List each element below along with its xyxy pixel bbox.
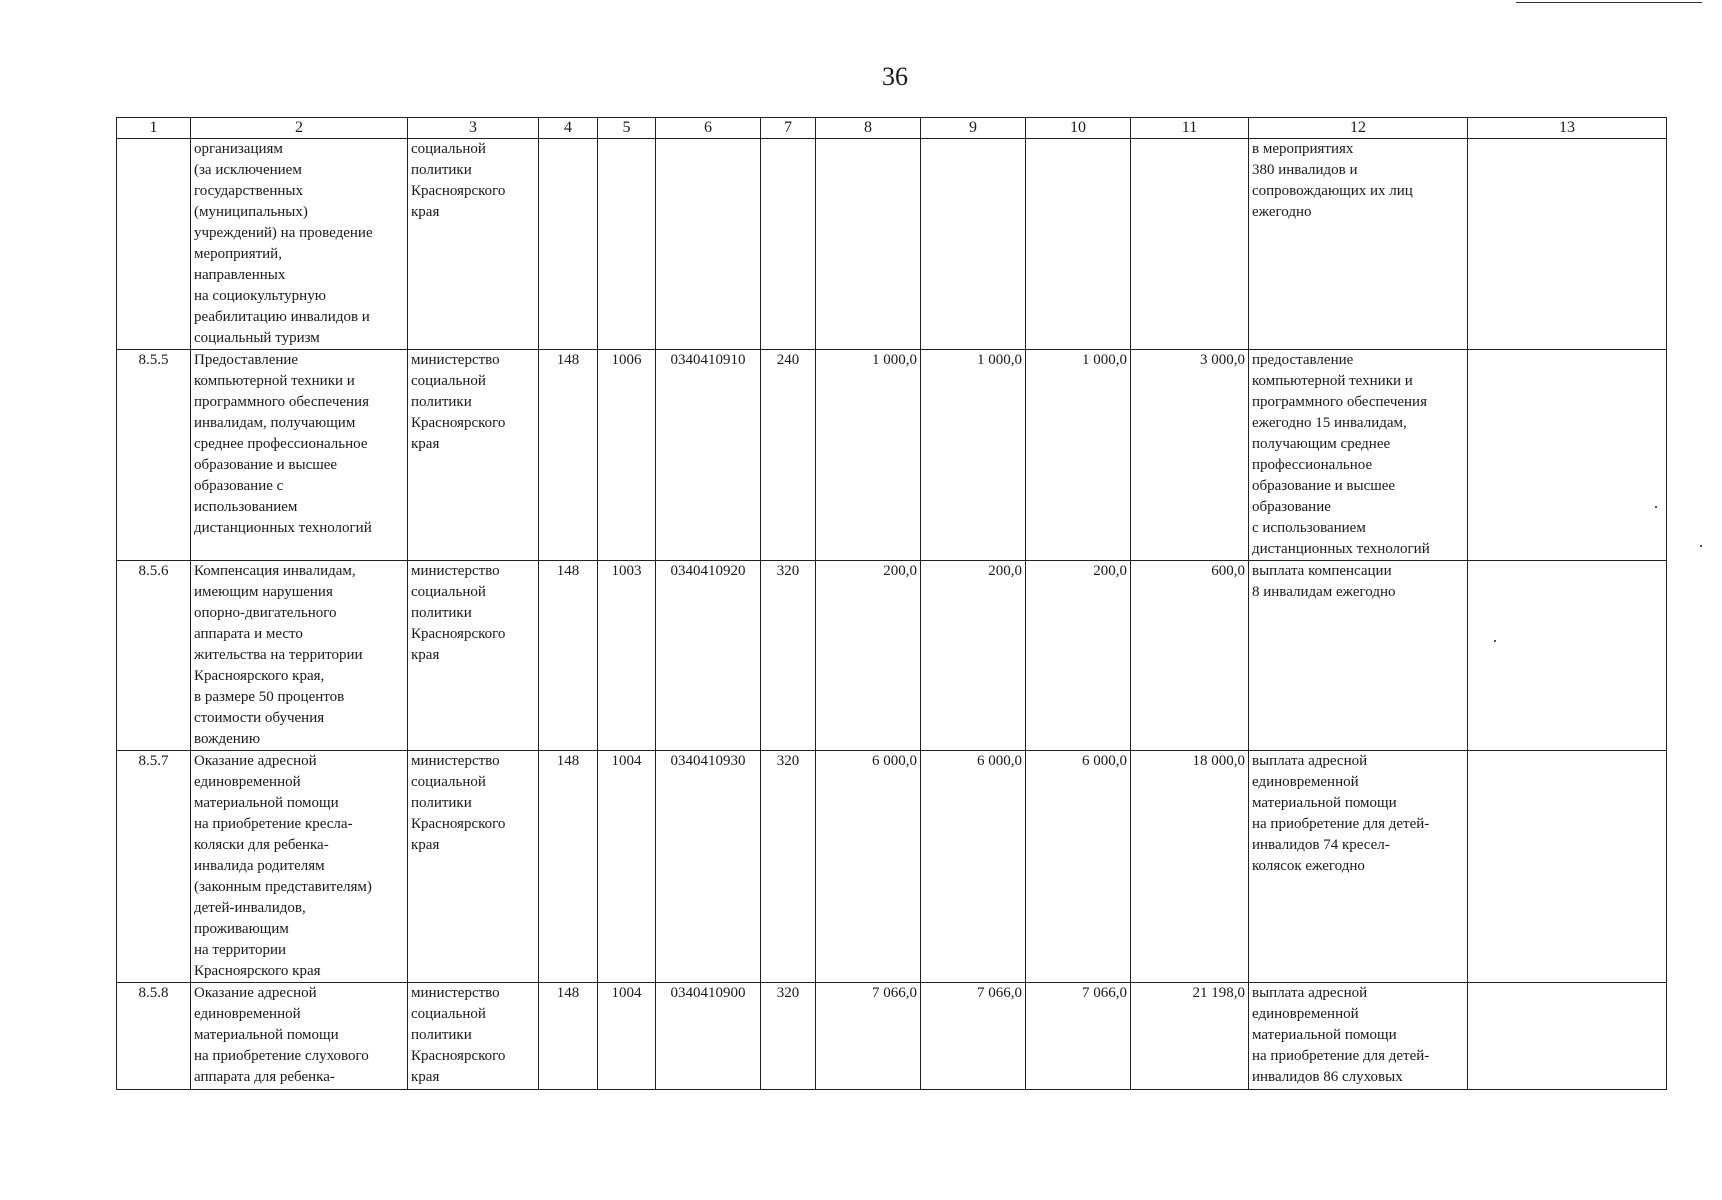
amount-year-2: 200,0 — [921, 561, 1026, 751]
column-number: 1 — [117, 118, 191, 139]
column-number: 3 — [408, 118, 539, 139]
amount-total: 3 000,0 — [1131, 350, 1249, 561]
section-code: 1003 — [598, 561, 656, 751]
expected-result: предоставление компьютерной техники и программного обеспечения ежегодно 15 инвалидам, получающим среднее профессиональное образование и высшее образование с использованием дистанционных технологий — [1249, 350, 1468, 561]
column-13 — [1468, 350, 1667, 561]
executor: министерство социальной политики Красноярского края — [408, 350, 539, 561]
grbs-code: 148 — [539, 751, 598, 983]
table-row — [117, 561, 1667, 751]
program-measures-table — [116, 117, 1667, 1090]
column-number-row — [117, 118, 1667, 139]
section-code: 1004 — [598, 751, 656, 983]
measure-name: организациям (за исключением государственных (муниципальных) учреждений) на проведение мероприятий, направленных на социокультурную реабилитацию инвалидов и социальный туризм — [191, 139, 408, 350]
amount-total: 18 000,0 — [1131, 751, 1249, 983]
column-number: 4 — [539, 118, 598, 139]
section-code: 1004 — [598, 983, 656, 1090]
row-number: 8.5.5 — [117, 350, 191, 561]
expected-result: выплата адресной единовременной материальной помощи на приобретение для детей- инвалидов 86 слуховых — [1249, 983, 1468, 1090]
column-number: 2 — [191, 118, 408, 139]
table-row — [117, 350, 1667, 561]
expense-type-code: 320 — [761, 751, 816, 983]
target-article-code: 0340410900 — [656, 983, 761, 1090]
measure-name: Предоставление компьютерной техники и программного обеспечения инвалидам, получающим среднее профессиональное образование и высшее образование с использованием дистанционных технологий — [191, 350, 408, 561]
amount-year-3: 200,0 — [1026, 561, 1131, 751]
amount-total — [1131, 139, 1249, 350]
table-row — [117, 751, 1667, 983]
table-row — [117, 139, 1667, 350]
column-13 — [1468, 139, 1667, 350]
column-13 — [1468, 751, 1667, 983]
section-code: 1006 — [598, 350, 656, 561]
amount-year-3: 7 066,0 — [1026, 983, 1131, 1090]
row-number: 8.5.6 — [117, 561, 191, 751]
column-number: 10 — [1026, 118, 1131, 139]
measure-name: Оказание адресной единовременной материальной помощи на приобретение слухового аппарата для ребенка- — [191, 983, 408, 1090]
target-article-code: 0340410910 — [656, 350, 761, 561]
row-number — [117, 139, 191, 350]
target-article-code: 0340410920 — [656, 561, 761, 751]
expected-result: выплата адресной единовременной материальной помощи на приобретение для детей- инвалидов 74 кресел- колясок ежегодно — [1249, 751, 1468, 983]
column-number: 6 — [656, 118, 761, 139]
executor: социальной политики Красноярского края — [408, 139, 539, 350]
column-13 — [1468, 561, 1667, 751]
amount-year-2: 1 000,0 — [921, 350, 1026, 561]
row-number: 8.5.7 — [117, 751, 191, 983]
grbs-code: 148 — [539, 561, 598, 751]
amount-total: 21 198,0 — [1131, 983, 1249, 1090]
expected-result: выплата компенсации 8 инвалидам ежегодно — [1249, 561, 1468, 751]
column-number: 12 — [1249, 118, 1468, 139]
expense-type-code: 240 — [761, 350, 816, 561]
target-article-code: 0340410930 — [656, 751, 761, 983]
amount-year-1: 1 000,0 — [816, 350, 921, 561]
executor: министерство социальной политики Красноярского края — [408, 751, 539, 983]
amount-year-3: 6 000,0 — [1026, 751, 1131, 983]
expense-type-code: 320 — [761, 983, 816, 1090]
expense-type-code — [761, 139, 816, 350]
column-number: 11 — [1131, 118, 1249, 139]
column-number: 7 — [761, 118, 816, 139]
column-number: 13 — [1468, 118, 1667, 139]
top-edge-rule — [1516, 2, 1702, 3]
column-number: 9 — [921, 118, 1026, 139]
page-number: 36 — [882, 62, 908, 91]
scan-speck — [1655, 506, 1657, 508]
amount-total: 600,0 — [1131, 561, 1249, 751]
amount-year-2: 6 000,0 — [921, 751, 1026, 983]
section-code — [598, 139, 656, 350]
column-13 — [1468, 983, 1667, 1090]
measure-name: Оказание адресной единовременной материальной помощи на приобретение кресла- коляски для ребенка- инвалида родителям (законным представителям) детей-инвалидов, проживающим на территории Красноярского края — [191, 751, 408, 983]
expense-type-code: 320 — [761, 561, 816, 751]
amount-year-3: 1 000,0 — [1026, 350, 1131, 561]
measure-name: Компенсация инвалидам, имеющим нарушения опорно-двигательного аппарата и место жительства на территории Красноярского края, в размере 50 процентов стоимости обучения вождению — [191, 561, 408, 751]
target-article-code — [656, 139, 761, 350]
amount-year-2: 7 066,0 — [921, 983, 1026, 1090]
executor: министерство социальной политики Красноярского края — [408, 983, 539, 1090]
executor: министерство социальной политики Красноярского края — [408, 561, 539, 751]
amount-year-1: 6 000,0 — [816, 751, 921, 983]
table-body — [117, 118, 1667, 1090]
amount-year-1: 7 066,0 — [816, 983, 921, 1090]
row-number: 8.5.8 — [117, 983, 191, 1090]
grbs-code: 148 — [539, 350, 598, 561]
amount-year-1 — [816, 139, 921, 350]
grbs-code: 148 — [539, 983, 598, 1090]
scan-speck — [1494, 640, 1496, 642]
table-row — [117, 983, 1667, 1090]
column-number: 5 — [598, 118, 656, 139]
amount-year-3 — [1026, 139, 1131, 350]
amount-year-2 — [921, 139, 1026, 350]
grbs-code — [539, 139, 598, 350]
column-number: 8 — [816, 118, 921, 139]
amount-year-1: 200,0 — [816, 561, 921, 751]
expected-result: в мероприятиях 380 инвалидов и сопровождающих их лиц ежегодно — [1249, 139, 1468, 350]
scan-speck — [1700, 545, 1702, 547]
